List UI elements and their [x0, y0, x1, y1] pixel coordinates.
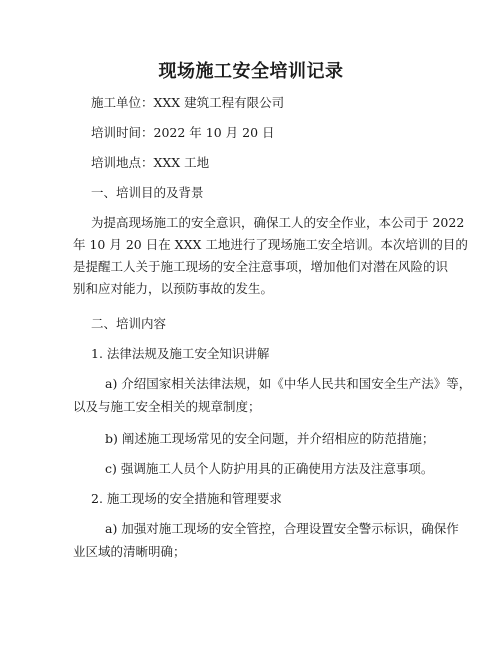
- item-heading-laws: 1. 法律法规及施工安全知识讲解: [91, 346, 270, 361]
- paragraph-line: 为提高现场施工的安全意识，确保工人的安全作业，本公司于 2022: [91, 215, 465, 230]
- item-c: c) 强调施工人员个人防护用具的正确使用方法及注意事项。: [105, 461, 434, 476]
- paragraph-line: 别和应对能力，以预防事故的发生。: [73, 281, 274, 296]
- training-place: 培训地点：XXX 工地: [91, 155, 210, 170]
- paragraph-line: 年 10 月 20 日在 XXX 工地进行了现场施工安全培训。本次培训的目的: [73, 237, 468, 252]
- training-time: 培训时间：2022 年 10 月 20 日: [91, 125, 275, 140]
- training-unit: 施工单位：XXX 建筑工程有限公司: [91, 95, 285, 110]
- document-title: 现场施工安全培训记录: [158, 61, 344, 82]
- item-a-line: a) 介绍国家相关法律法规，如《中华人民共和国安全生产法》等，: [105, 376, 472, 391]
- paragraph-line: 是提醒工人关于施工现场的安全注意事项，增加他们对潜在风险的识: [73, 259, 449, 274]
- item-heading-measures: 2. 施工现场的安全措施和管理要求: [91, 491, 282, 506]
- item2-a-line: a) 加强对施工现场的安全管控，合理设置安全警示标识，确保作: [105, 521, 459, 536]
- item2-a-line: 业区域的清晰明确；: [73, 544, 186, 559]
- item-b: b) 阐述施工现场常见的安全问题，并介绍相应的防范措施；: [105, 431, 435, 446]
- section-heading-purpose: 一、培训目的及背景: [91, 185, 204, 200]
- section-heading-content: 二、培训内容: [91, 316, 167, 331]
- item-a-line: 以及与施工安全相关的规章制度；: [73, 399, 261, 414]
